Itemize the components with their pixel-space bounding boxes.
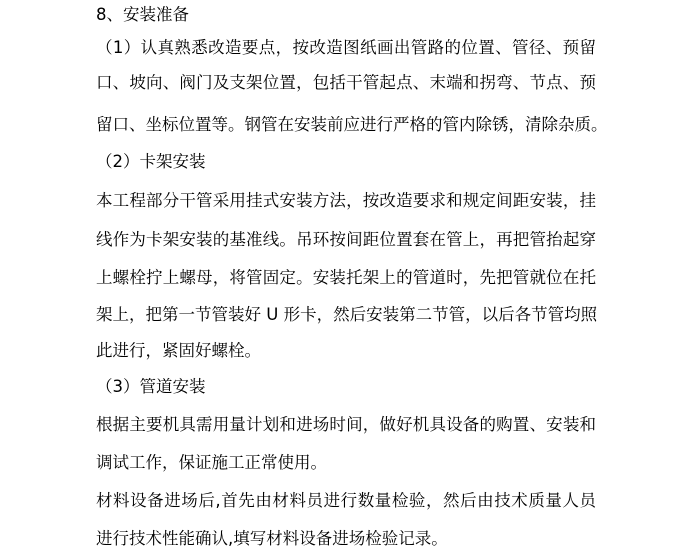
item-3-heading: （3）管道安装 xyxy=(96,377,206,396)
paragraph-line: 进行技术性能确认,填写材料设备进场检验记录。 xyxy=(96,529,448,548)
paragraph-line: 口、坡向、阀门及支架位置，包括干管起点、末端和拐弯、节点、预 xyxy=(96,73,596,92)
section-heading: 8、安装准备 xyxy=(96,5,189,24)
paragraph-line: 本工程部分干管采用挂式安装方法，按改造要求和规定间距安装，挂 xyxy=(96,191,596,210)
paragraph-line: 线作为卡架安装的基准线。吊环按间距位置套在管上，再把管抬起穿 xyxy=(96,230,596,249)
paragraph-line: 材料设备进场后,首先由材料员进行数量检验，然后由技术质量人员 xyxy=(96,491,596,510)
paragraph-line: 调试工作，保证施工正常使用。 xyxy=(96,453,327,472)
paragraph-line: 上螺栓拧上螺母，将管固定。安装托架上的管道时，先把管就位在托 xyxy=(96,268,596,287)
paragraph-line: 根据主要机具需用量计划和进场时间，做好机具设备的购置、安装和 xyxy=(96,415,596,434)
paragraph-line: 留口、坐标位置等。钢管在安装前应进行严格的管内除锈，清除杂质。 xyxy=(96,115,608,134)
item-2-heading: （2）卡架安装 xyxy=(96,152,206,171)
paragraph-line: 此进行，紧固好螺栓。 xyxy=(96,341,261,360)
item-1-heading: （1）认真熟悉改造要点，按改造图纸画出管路的位置、管径、预留 xyxy=(96,38,596,57)
paragraph-line: 架上，把第一节管装好 U 形卡，然后安装第二节管，以后各节管均照 xyxy=(96,305,598,324)
